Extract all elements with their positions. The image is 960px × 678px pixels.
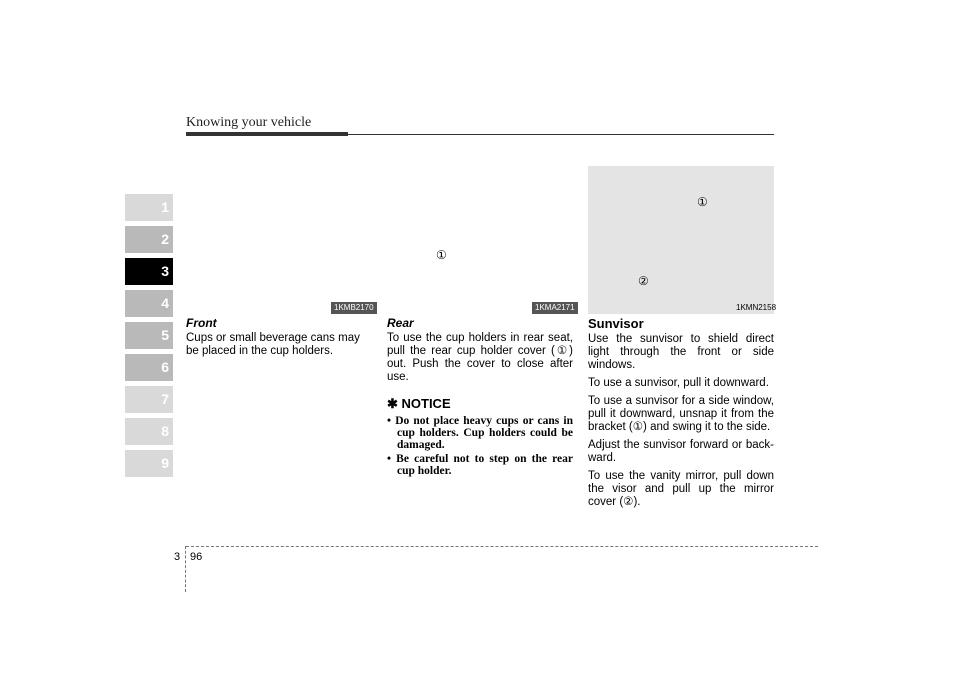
notice-item: • Be careful not to step on the rear cup holder. [387, 453, 573, 477]
chapter-tab-8[interactable]: 8 [125, 418, 173, 445]
sunvisor-paragraph: To use a sunvisor, pull it downward. [588, 377, 769, 389]
footer-rule [186, 546, 818, 547]
header-bar [186, 132, 348, 136]
sunvisor-callout-1: ① [697, 195, 708, 209]
front-title: Front [186, 316, 217, 330]
header-rule [348, 134, 774, 135]
sunvisor-figure-code: 1KMN2158 [736, 303, 777, 312]
rear-section [387, 316, 573, 479]
rear-text: To use the cup holders in rear seat, pull the rear cup holder cover (①) out. Push the cover to close after use. [387, 332, 573, 383]
sunvisor-callout-2: ② [638, 274, 649, 288]
notice-list [387, 415, 573, 477]
rear-figure-code: 1KMA2171 [532, 302, 578, 314]
chapter-tab-3[interactable]: 3 [125, 258, 173, 285]
rear-title: Rear [387, 316, 414, 330]
chapter-tab-7[interactable]: 7 [125, 386, 173, 413]
chapter-tab-1[interactable]: 1 [125, 194, 173, 221]
front-text: Cups or small beverage cans may be placed in the cup holders. [186, 332, 360, 357]
chapter-tab-4[interactable]: 4 [125, 290, 173, 317]
header-title: Knowing your vehicle [186, 115, 312, 130]
chapter-tab-9[interactable]: 9 [125, 450, 173, 477]
sunvisor-section [588, 316, 774, 514]
front-figure-code: 1KMB2170 [331, 302, 377, 314]
sunvisor-paragraph: Adjust the sunvisor forward or back-ward. [588, 439, 774, 464]
sunvisor-paragraph: To use a sunvisor for a side window, pull it downward, unsnap it from the bracket (①) and swing it to the side. [588, 395, 774, 433]
chapter-tab-6[interactable]: 6 [125, 354, 173, 381]
chapter-tabs [125, 194, 173, 482]
rear-callout-1: ① [436, 248, 447, 262]
sunvisor-paragraph: To use the vanity mirror, pull down the visor and pull up the mirror cover (②). [588, 470, 774, 508]
front-figure [186, 168, 372, 298]
footer-tick [185, 546, 186, 592]
sunvisor-figure [588, 166, 774, 314]
rear-figure [387, 168, 573, 298]
chapter-tab-5[interactable]: 5 [125, 322, 173, 349]
footer-chapter-number: 3 [174, 551, 181, 563]
sunvisor-paragraph: Use the sunvisor to shield direct light through the front or side windows. [588, 333, 774, 371]
notice-item: • Do not place heavy cups or cans in cup holders. Cup holders could be damaged. [387, 415, 573, 451]
sunvisor-title: Sunvisor [588, 316, 644, 331]
footer-page-number: 96 [190, 551, 203, 563]
chapter-tab-2[interactable]: 2 [125, 226, 173, 253]
notice-title: ✱ NOTICE [387, 396, 451, 411]
front-section [186, 316, 372, 363]
